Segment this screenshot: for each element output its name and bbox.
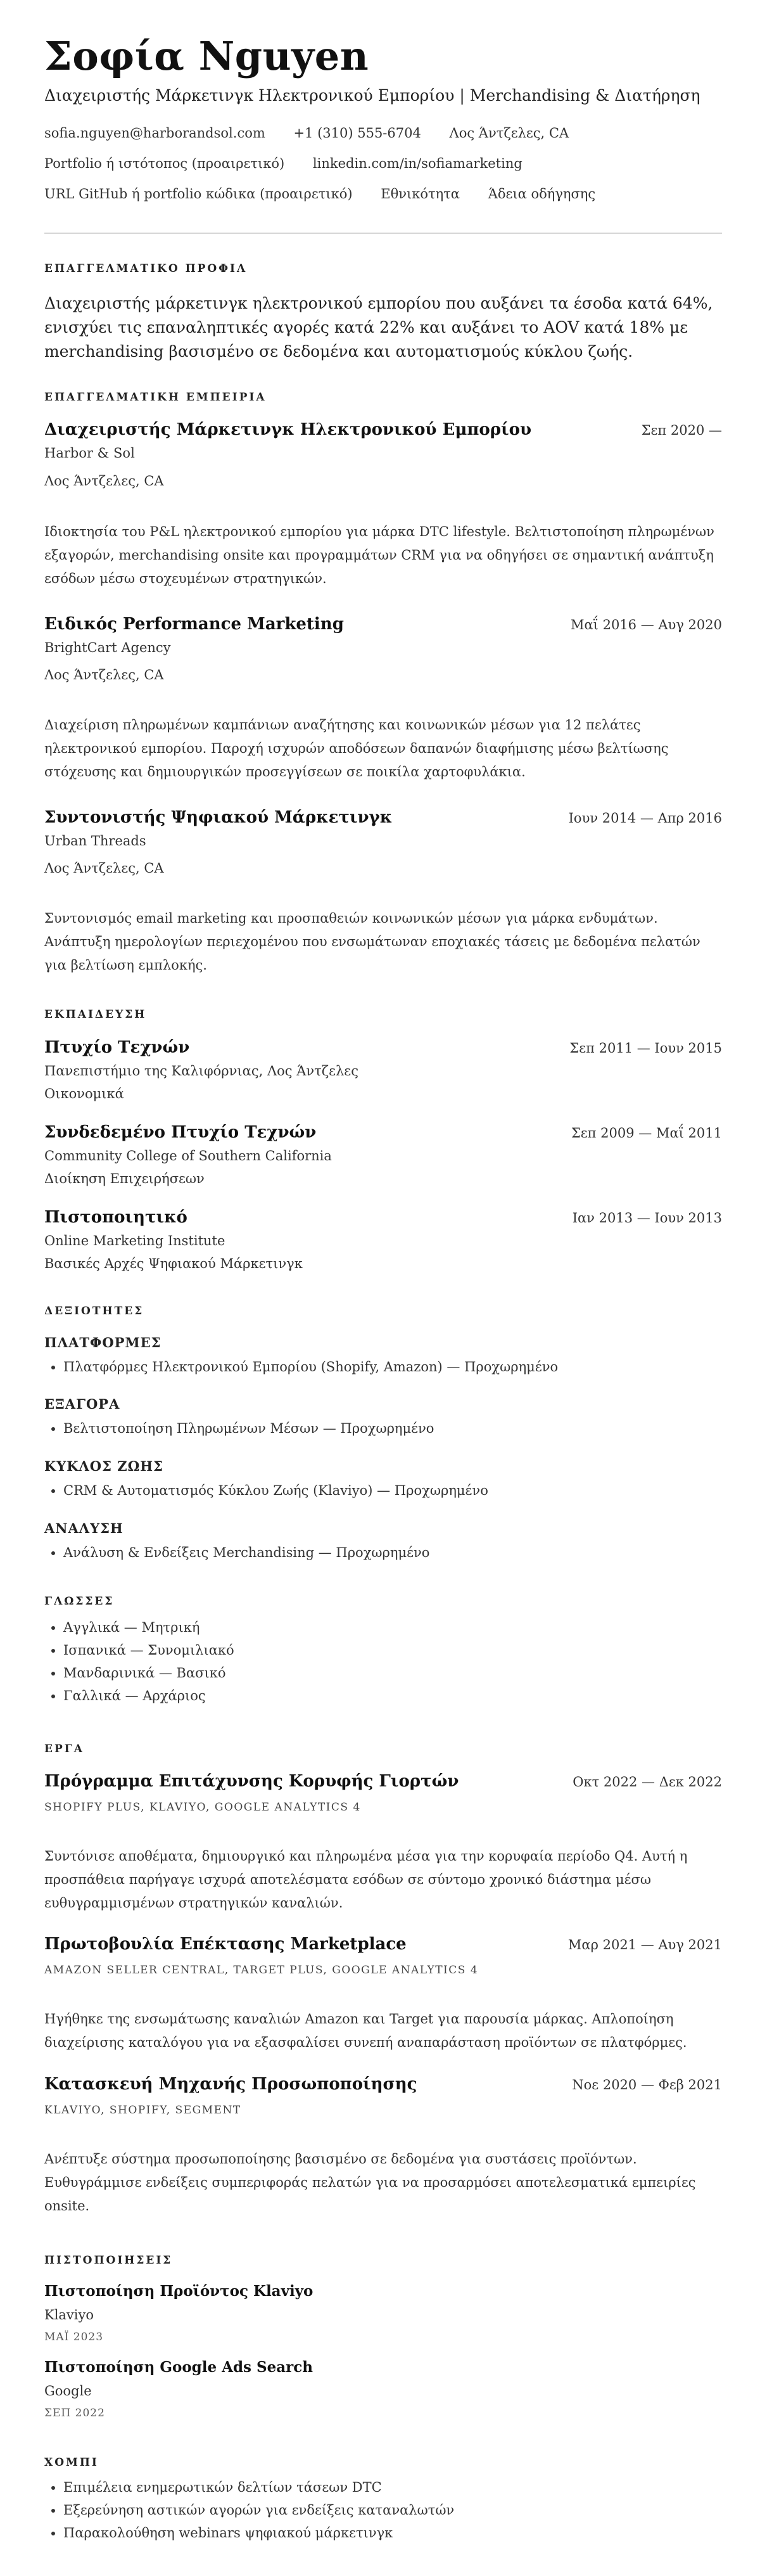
skill-category: ΠΛΑΤΦΟΡΜΕΣ bbox=[44, 1335, 162, 1350]
hobby-list bbox=[44, 2476, 454, 2544]
candidate-headline: Διαχειριστής Μάρκετινγκ Ηλεκτρονικού Εμπορίου | Merchandising & Διατήρηση bbox=[44, 86, 700, 105]
education-field: Βασικές Αρχές Ψηφιακού Μάρκετινγκ bbox=[44, 1256, 303, 1271]
list-item: • Ισπανικά — Συνομιλιακό bbox=[63, 1639, 234, 1662]
github-link[interactable]: URL GitHub ή portfolio κώδικα (προαιρετικό) bbox=[44, 186, 353, 202]
education-degree: Πιστοποιητικό bbox=[44, 1208, 187, 1227]
location-text: Λος Άντζελες, CA bbox=[449, 125, 569, 141]
project-description: Ανέπτυξε σύστημα προσωποποίησης βασισμένο σε δεδομένα για συστάσεις προϊόντων. Ευθυγράμμισε ενδείξεις συμπεριφοράς πελατών για να προσαρμόσει αποτελεσματικά εμπειρίες onsite. bbox=[44, 2151, 696, 2214]
certification-title: Πιστοποίηση Google Ads Search bbox=[44, 2359, 313, 2376]
linkedin-link[interactable]: linkedin.com/in/sofiamarketing bbox=[312, 156, 522, 171]
skill-category: ΑΝΑΛΥΣΗ bbox=[44, 1520, 124, 1536]
certification-date: ΜΑΪ 2023 bbox=[44, 2331, 104, 2343]
experience-location: Λος Άντζελες, CA bbox=[44, 861, 164, 876]
experience-description: Ιδιοκτησία του P&L ηλεκτρονικού εμπορίου για μάρκα DTC lifestyle. Βελτιστοποίηση πληρωμένων εξαγορών, merchandising onsite και προγραμμάτων CRM για να οδηγήσει σε σημαντική ανάπτυξη εσόδων μέσω στοχευμένων στρατηγικών. bbox=[44, 524, 714, 586]
experience-title: Ειδικός Performance Marketing bbox=[44, 615, 344, 634]
header-divider bbox=[44, 233, 722, 234]
candidate-name: Σοφία Nguyen bbox=[44, 33, 369, 79]
project-tags: KLAVIYO, SHOPIFY, SEGMENT bbox=[44, 2104, 241, 2117]
project-description: Ηγήθηκε της ενσωμάτωσης καναλιών Amazon και Target για παρουσία μάρκας. Απλοποίηση διαχείρισης καταλόγου για να εξασφαλίσει συνεπή αναπαράσταση προϊόντων σε πλατφόρμες. bbox=[44, 2011, 687, 2050]
experience-company: Harbor & Sol bbox=[44, 445, 135, 461]
project-tags: AMAZON SELLER CENTRAL, TARGET PLUS, GOOGLE ANALYTICS 4 bbox=[44, 1964, 479, 1977]
experience-company: Urban Threads bbox=[44, 833, 146, 849]
contact-row-3 bbox=[44, 186, 619, 202]
education-field: Διοίκηση Επιχειρήσεων bbox=[44, 1171, 205, 1186]
experience-dates: Σεπ 2020 — bbox=[641, 423, 722, 438]
list-item: • Πλατφόρμες Ηλεκτρονικού Εμπορίου (Shopify, Amazon) — Προχωρημένο bbox=[63, 1355, 558, 1378]
certification-issuer: Klaviyo bbox=[44, 2307, 94, 2323]
portfolio-link[interactable]: Portfolio ή ιστότοπος (προαιρετικό) bbox=[44, 156, 285, 171]
list-item: • Βελτιστοποίηση Πληρωμένων Μέσων — Προχωρημένο bbox=[63, 1417, 434, 1440]
list-item: • Αγγλικά — Μητρική bbox=[63, 1616, 234, 1639]
certification-title: Πιστοποίηση Προϊόντος Klaviyo bbox=[44, 2283, 314, 2300]
project-description: Συντόνισε αποθέματα, δημιουργικό και πληρωμένα μέσα για την κορυφαία περίοδο Q4. Αυτή η προσπάθεια παρήγαγε ισχυρά αποτελέσματα εσόδων σε σύντομο χρονικό διάστημα μέσω ευθυγραμμισμένων στρατηγικών καναλιών. bbox=[44, 1849, 688, 1911]
experience-dates: Ιουν 2014 — Απρ 2016 bbox=[568, 811, 722, 826]
profile-summary: Διαχειριστής μάρκετινγκ ηλεκτρονικού εμπορίου που αυξάνει τα έσοδα κατά 64%, ενισχύει τις επαναληπτικές αγορές κατά 22% και αυξάνει το AOV κατά 18% με merchandising βασισμένο σε δεδομένα και αυτοματισμούς κύκλου ζωής. bbox=[44, 294, 713, 361]
nationality-text: Εθνικότητα bbox=[381, 186, 460, 202]
skill-list bbox=[44, 1479, 488, 1502]
education-dates: Ιαν 2013 — Ιουν 2013 bbox=[572, 1210, 722, 1226]
contact-row-2 bbox=[44, 156, 547, 171]
education-degree: Πτυχίο Τεχνών bbox=[44, 1038, 190, 1057]
contact-row-1 bbox=[44, 125, 593, 141]
language-list bbox=[44, 1616, 234, 1707]
phone-text: +1 (310) 555-6704 bbox=[293, 125, 421, 141]
skill-list bbox=[44, 1541, 429, 1564]
project-title: Κατασκευή Μηχανής Προσωποποίησης bbox=[44, 2075, 417, 2094]
education-dates: Σεπ 2009 — Μαΐ 2011 bbox=[571, 1125, 722, 1141]
education-field: Οικονομικά bbox=[44, 1086, 124, 1101]
section-heading-skills: ΔΕΞΙΟΤΗΤΕΣ bbox=[44, 1305, 144, 1317]
list-item: • Εξερεύνηση αστικών αγορών για ενδείξεις καταναλωτών bbox=[63, 2499, 454, 2522]
skill-list bbox=[44, 1417, 434, 1440]
education-degree: Συνδεδεμένο Πτυχίο Τεχνών bbox=[44, 1123, 317, 1142]
project-title: Πρόγραμμα Επιτάχυνσης Κορυφής Γιορτών bbox=[44, 1772, 459, 1791]
section-heading-projects: ΕΡΓΑ bbox=[44, 1743, 84, 1755]
skill-list bbox=[44, 1355, 558, 1378]
project-tags: SHOPIFY PLUS, KLAVIYO, GOOGLE ANALYTICS 4 bbox=[44, 1801, 361, 1814]
experience-dates: Μαΐ 2016 — Αυγ 2020 bbox=[571, 617, 722, 632]
list-item: • CRM & Αυτοματισμός Κύκλου Ζωής (Klaviyo) — Προχωρημένο bbox=[63, 1479, 488, 1502]
list-item: • Ανάλυση & Ενδείξεις Merchandising — Προχωρημένο bbox=[63, 1541, 429, 1564]
experience-location: Λος Άντζελες, CA bbox=[44, 473, 164, 489]
experience-location: Λος Άντζελες, CA bbox=[44, 667, 164, 682]
project-title: Πρωτοβουλία Επέκτασης Marketplace bbox=[44, 1935, 407, 1954]
list-item: • Παρακολούθηση webinars ψηφιακού μάρκετινγκ bbox=[63, 2522, 454, 2544]
section-heading-education: ΕΚΠΑΙΔΕΥΣΗ bbox=[44, 1008, 147, 1021]
list-item: • Γαλλικά — Αρχάριος bbox=[63, 1684, 234, 1707]
skill-category: ΕΞΑΓΟΡΑ bbox=[44, 1396, 120, 1412]
education-school: Πανεπιστήμιο της Καλιφόρνιας, Λος Άντζελες bbox=[44, 1063, 358, 1079]
project-dates: Οκτ 2022 — Δεκ 2022 bbox=[573, 1774, 722, 1790]
email-link[interactable]: sofia.nguyen@harborandsol.com bbox=[44, 125, 265, 141]
experience-description: Συντονισμός email marketing και προσπαθειών κοινωνικών μέσων για μάρκα ενδυμάτων. Ανάπτυξη ημερολογίων περιεχομένου που ενσωμάτωναν εποχιακές τάσεις με δεδομένα πελατών για βελτίωση εμπλοκής. bbox=[44, 911, 700, 973]
section-heading-languages: ΓΛΩΣΣΕΣ bbox=[44, 1595, 115, 1608]
section-heading-experience: ΕΠΑΓΓΕΛΜΑΤΙΚΗ ΕΜΠΕΙΡΙΑ bbox=[44, 391, 267, 404]
section-heading-hobbies: ΧΟΜΠΙ bbox=[44, 2456, 99, 2469]
experience-title: Διαχειριστής Μάρκετινγκ Ηλεκτρονικού Εμπορίου bbox=[44, 420, 531, 439]
certification-date: ΣΕΠ 2022 bbox=[44, 2407, 105, 2419]
experience-title: Συντονιστής Ψηφιακού Μάρκετινγκ bbox=[44, 808, 393, 827]
list-item: • Επιμέλεια ενημερωτικών δελτίων τάσεων DTC bbox=[63, 2476, 454, 2499]
project-dates: Μαρ 2021 — Αυγ 2021 bbox=[567, 1937, 722, 1952]
project-dates: Νοε 2020 — Φεβ 2021 bbox=[572, 2077, 722, 2092]
experience-description: Διαχείριση πληρωμένων καμπάνιων αναζήτησης και κοινωνικών μέσων για 12 πελάτες ηλεκτρονικού εμπορίου. Παροχή ισχυρών αποδόσεων δαπανών διαφήμισης μέσω βελτίωσης στόχευσης και δημιουργικών προσεγγίσεων σε ποικίλα χαρτοφυλάκια. bbox=[44, 717, 669, 779]
experience-company: BrightCart Agency bbox=[44, 640, 171, 655]
list-item: • Μανδαρινικά — Βασικό bbox=[63, 1662, 234, 1684]
education-school: Online Marketing Institute bbox=[44, 1233, 225, 1248]
education-school: Community College of Southern California bbox=[44, 1148, 332, 1163]
education-dates: Σεπ 2011 — Ιουν 2015 bbox=[569, 1041, 722, 1056]
certification-issuer: Google bbox=[44, 2383, 92, 2399]
skill-category: ΚΥΚΛΟΣ ΖΩΗΣ bbox=[44, 1458, 163, 1474]
section-heading-profile: ΕΠΑΓΓΕΛΜΑΤΙΚΟ ΠΡΟΦΙΛ bbox=[44, 262, 248, 275]
section-heading-certifications: ΠΙΣΤΟΠΟΙΗΣΕΙΣ bbox=[44, 2254, 173, 2267]
license-text: Άδεια οδήγησης bbox=[488, 186, 596, 202]
